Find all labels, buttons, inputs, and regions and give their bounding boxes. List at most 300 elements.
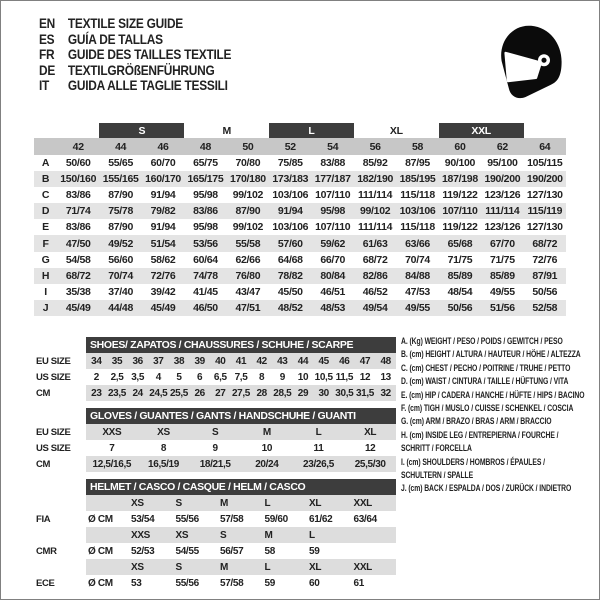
- table-cell: L: [293, 424, 345, 440]
- table-cell: 23/26,5: [293, 456, 345, 472]
- unit-cell: Ø CM: [88, 545, 113, 557]
- table-cell: 45/50: [277, 285, 303, 298]
- table-cell: 119/122: [442, 221, 478, 234]
- table-cell: 57/60: [269, 235, 311, 251]
- table-cell: 48: [375, 353, 396, 369]
- table-cell: 11: [313, 442, 324, 454]
- table-cell: 60: [309, 577, 320, 589]
- table-cell: M: [263, 527, 308, 543]
- size-header-cell: 58: [396, 138, 438, 155]
- table-cell: 107/110: [315, 189, 351, 202]
- corner-cell: [34, 123, 57, 138]
- table-cell: S: [174, 495, 219, 511]
- measurement-legend: [401, 335, 600, 496]
- table-cell: 75/78: [99, 203, 141, 219]
- row-label: E: [42, 221, 49, 234]
- table-cell: 13: [380, 371, 391, 383]
- table-cell: 37: [148, 353, 169, 369]
- table-cell: 83/86: [184, 203, 226, 219]
- table-cell: 4: [155, 371, 161, 383]
- language-code: IT: [39, 77, 50, 94]
- table-cell: 68/72: [524, 235, 566, 251]
- table-cell: 127/130: [526, 189, 563, 202]
- table-cell: 51/54: [142, 235, 184, 251]
- unit-cell: [86, 559, 129, 575]
- language-row: [39, 47, 231, 63]
- table-cell: 46/51: [320, 285, 346, 298]
- table-cell: 111/114: [358, 221, 393, 234]
- table-cell: 111/114: [358, 189, 393, 202]
- table-cell: 34: [86, 353, 107, 369]
- table-cell: 76/80: [227, 268, 269, 284]
- language-row: [39, 63, 231, 79]
- table-cell: 55/56: [175, 513, 199, 525]
- size-group-label: [524, 123, 566, 138]
- table-cell: 10: [261, 442, 273, 454]
- table-cell: 107/110: [439, 203, 481, 219]
- table-cell: 7: [109, 442, 115, 454]
- table-cell: 8: [160, 442, 167, 454]
- table-cell: 71/75: [447, 253, 473, 266]
- table-cell: 55/65: [108, 157, 133, 170]
- table-cell: 50/56: [439, 300, 481, 316]
- table-cell: 65/68: [439, 235, 481, 251]
- table-cell: 115/118: [400, 189, 435, 202]
- table-cell: 57/58: [220, 513, 244, 525]
- row-label: CM: [36, 387, 51, 399]
- language-title: GUÍA DE TALLAS: [67, 30, 163, 47]
- table-cell: 67/70: [481, 235, 523, 251]
- table-cell: 75/85: [277, 157, 303, 170]
- table-cell: 103/106: [272, 221, 309, 234]
- language-title-list: [39, 16, 231, 94]
- table-cell: 32: [375, 385, 396, 401]
- size-header-cell: 54: [312, 138, 354, 155]
- table-cell: 71/74: [57, 203, 99, 219]
- table-cell: 70/74: [405, 253, 430, 266]
- table-cell: 50/60: [65, 157, 91, 170]
- table-cell: 87/91: [524, 268, 566, 284]
- table-cell: 105/115: [527, 157, 563, 170]
- size-group-label: XL: [389, 124, 403, 137]
- table-cell: 6: [197, 371, 203, 383]
- table-cell: 177/187: [312, 171, 354, 187]
- helmet-size-table: [36, 479, 396, 591]
- table-cell: 60/64: [193, 253, 218, 266]
- table-cell: 60/70: [150, 157, 176, 170]
- row-label: CM: [36, 458, 51, 470]
- table-cell: 44: [293, 353, 314, 369]
- table-cell: 28: [251, 385, 272, 401]
- table-cell: [352, 527, 397, 543]
- language-title: GUIDA ALLE TAGLIE TESSILI: [67, 77, 228, 94]
- row-label: US SIZE: [36, 371, 71, 383]
- table-cell: XS: [129, 559, 174, 575]
- table-cell: 28,5: [272, 385, 293, 401]
- table-cell: 47: [355, 353, 376, 369]
- table-cell: 64/68: [277, 253, 303, 266]
- table-title: HELMET / CASCO / CASQUE / HELM / CASCO: [86, 479, 396, 495]
- table-cell: 12: [359, 371, 371, 383]
- table-cell: 7,5: [234, 371, 248, 383]
- table-cell: 8: [259, 371, 265, 383]
- row-label: EU SIZE: [36, 426, 71, 438]
- table-cell: 49/55: [489, 285, 515, 298]
- legend-line: G. (cm) ARM / BRAZO / BRAS / ARM / BRACCIO: [401, 416, 552, 427]
- table-cell: 190/200: [481, 171, 523, 187]
- table-cell: 187/198: [439, 171, 481, 187]
- table-cell: 68/72: [57, 268, 99, 284]
- table-cell: 54/55: [175, 545, 199, 557]
- table-cell: 42: [251, 353, 272, 369]
- table-cell: 20/24: [241, 456, 293, 472]
- table-cell: 23: [86, 385, 107, 401]
- table-cell: 87/90: [227, 203, 269, 219]
- table-cell: 50/56: [532, 285, 558, 298]
- size-header-cell: 42: [57, 138, 99, 155]
- table-cell: 54/58: [65, 253, 91, 266]
- table-cell: 46/52: [362, 285, 388, 298]
- table-cell: 41: [231, 353, 252, 369]
- table-cell: 56/60: [108, 253, 133, 266]
- table-cell: XXS: [86, 424, 138, 440]
- size-header-cell: 64: [524, 138, 566, 155]
- table-cell: 31,5: [355, 385, 376, 401]
- row-label: C: [41, 189, 50, 202]
- table-cell: 51/56: [481, 300, 523, 316]
- table-cell: L: [307, 527, 352, 543]
- table-cell: S: [174, 559, 219, 575]
- legend-line: SCHULTERN / SPALLE: [401, 470, 474, 481]
- table-cell: L: [263, 559, 308, 575]
- table-cell: 95/98: [193, 189, 218, 202]
- table-cell: 123/126: [484, 221, 521, 234]
- table-cell: 9: [279, 371, 285, 383]
- table-cell: 91/94: [269, 203, 311, 219]
- unit-cell: Ø CM: [88, 513, 113, 525]
- table-cell: [352, 543, 397, 559]
- language-code: ES: [39, 30, 55, 47]
- row-label: [36, 527, 86, 543]
- unit-cell: [86, 527, 129, 543]
- table-cell: 87/90: [108, 189, 133, 202]
- table-cell: 48/54: [447, 285, 473, 298]
- table-cell: 90/100: [444, 157, 476, 170]
- size-header-cell: 62: [481, 138, 523, 155]
- table-cell: M: [218, 495, 263, 511]
- table-cell: 24,5: [148, 385, 169, 401]
- table-cell: 39/42: [150, 285, 176, 298]
- table-cell: 39: [189, 353, 210, 369]
- row-label: I: [44, 285, 47, 298]
- table-cell: 123/126: [484, 189, 521, 202]
- table-cell: 70/80: [235, 157, 261, 170]
- table-cell: 59/60: [264, 513, 288, 525]
- language-row: [39, 78, 231, 94]
- table-cell: XL: [307, 495, 352, 511]
- table-cell: 12,5/16,5: [86, 456, 138, 472]
- language-code: FR: [39, 46, 55, 63]
- table-cell: 71/75: [489, 253, 515, 266]
- size-group-band: L: [269, 123, 354, 138]
- table-cell: M: [241, 424, 293, 440]
- table-cell: 63/66: [396, 235, 438, 251]
- table-cell: 16,5/19: [138, 456, 190, 472]
- legend-line: D. (cm) WAIST / CINTURA / TAILLE / HÜFTUNG / VITA: [401, 376, 569, 387]
- legend-line: A. (Kg) WEIGHT / PESO / POIDS / GEWITCH / PESO: [401, 336, 563, 346]
- table-cell: 82/86: [354, 268, 396, 284]
- table-cell: 57/58: [220, 577, 244, 589]
- table-cell: 74/78: [184, 268, 226, 284]
- table-cell: 55/56: [175, 577, 199, 589]
- table-cell: 36: [127, 353, 148, 369]
- table-cell: 9: [212, 442, 218, 454]
- row-label: D: [34, 203, 57, 219]
- language-code: EN: [39, 15, 56, 31]
- row-label: [36, 495, 86, 511]
- table-cell: M: [218, 559, 263, 575]
- row-label: F: [34, 235, 57, 251]
- table-cell: 43/47: [235, 285, 261, 298]
- table-cell: 115/119: [524, 203, 566, 219]
- table-cell: 49/54: [354, 300, 396, 316]
- row-label: CMR: [36, 545, 57, 557]
- row-label: B: [34, 171, 57, 187]
- table-cell: 41/45: [193, 285, 218, 298]
- table-cell: 49/55: [396, 300, 438, 316]
- table-cell: 127/130: [526, 221, 563, 234]
- table-cell: 38: [169, 353, 190, 369]
- table-cell: 79/82: [142, 203, 184, 219]
- table-title: SHOES/ ZAPATOS / CHAUSSURES / SCHUHE / SCARPE: [86, 337, 396, 353]
- table-cell: 53/56: [184, 235, 226, 251]
- table-cell: 61/62: [309, 513, 333, 525]
- table-cell: 46/50: [184, 300, 226, 316]
- size-group-band: XXL: [439, 123, 524, 138]
- table-cell: 173/183: [269, 171, 311, 187]
- table-cell: 40: [210, 353, 231, 369]
- table-cell: 80/84: [312, 268, 354, 284]
- table-cell: 78/82: [269, 268, 311, 284]
- table-cell: 44/48: [99, 300, 141, 316]
- table-cell: 95/98: [193, 221, 218, 234]
- table-cell: 53/54: [131, 513, 155, 525]
- table-cell: 95/100: [487, 157, 518, 170]
- table-cell: 182/190: [354, 171, 396, 187]
- table-cell: 6,5: [213, 371, 227, 383]
- size-header-cell: 56: [354, 138, 396, 155]
- table-cell: 91/94: [150, 189, 176, 202]
- table-cell: XXS: [129, 527, 174, 543]
- table-cell: 10: [297, 371, 309, 383]
- table-cell: 2: [93, 371, 99, 383]
- table-cell: 18/21,5: [189, 456, 241, 472]
- table-cell: 85/89: [439, 268, 481, 284]
- legend-line: SCHRITT / FORCELLA: [401, 443, 472, 454]
- table-cell: 47/51: [227, 300, 269, 316]
- table-cell: 61/63: [354, 235, 396, 251]
- table-cell: 63/64: [353, 513, 377, 525]
- language-title: TEXTILGRÖßENFÜHRUNG: [67, 61, 215, 78]
- table-cell: XL: [307, 559, 352, 575]
- size-row-corner: [34, 138, 57, 155]
- table-cell: 83/88: [320, 157, 346, 170]
- table-cell: XL: [344, 424, 396, 440]
- legend-line: B. (cm) HEIGHT / ALTURA / HAUTEUR / HÖHE / ALTEZZA: [401, 349, 581, 360]
- language-row: [39, 32, 231, 48]
- table-cell: 5: [176, 371, 182, 383]
- table-cell: 47/50: [57, 235, 99, 251]
- table-cell: L: [263, 495, 308, 511]
- helmet-icon: [488, 16, 568, 106]
- row-label: EU SIZE: [36, 355, 71, 367]
- table-cell: 111/114: [481, 203, 523, 219]
- table-cell: 58: [264, 545, 275, 557]
- table-cell: 99/102: [354, 203, 396, 219]
- size-header-cell: 48: [184, 138, 226, 155]
- table-cell: 185/195: [396, 171, 438, 187]
- table-cell: S: [218, 527, 263, 543]
- language-row: [39, 16, 231, 32]
- table-cell: 48/53: [312, 300, 354, 316]
- table-cell: 83/86: [65, 221, 91, 234]
- size-group-label: [57, 123, 99, 138]
- table-cell: 84/88: [396, 268, 438, 284]
- table-cell: 30,5: [334, 385, 355, 401]
- table-cell: 72/76: [142, 268, 184, 284]
- table-cell: XXL: [352, 559, 397, 575]
- row-label: J: [34, 300, 57, 316]
- size-group-label: M: [222, 124, 231, 137]
- table-cell: 27,5: [231, 385, 252, 401]
- table-cell: 35: [107, 353, 128, 369]
- row-label: [36, 559, 86, 575]
- table-cell: 23,5: [107, 385, 128, 401]
- language-code: DE: [39, 61, 56, 78]
- table-cell: 11,5: [335, 371, 354, 383]
- table-cell: 85/89: [481, 268, 523, 284]
- table-cell: 150/160: [57, 171, 99, 187]
- table-cell: 49/52: [99, 235, 141, 251]
- table-cell: S: [189, 424, 241, 440]
- table-cell: 52/58: [524, 300, 566, 316]
- size-header-cell: 44: [99, 138, 141, 155]
- table-cell: 12: [364, 442, 376, 454]
- table-cell: 170/180: [227, 171, 269, 187]
- table-cell: 25,5/30: [344, 456, 396, 472]
- table-cell: 47/53: [405, 285, 430, 298]
- table-cell: 61: [353, 577, 364, 589]
- unit-cell: Ø CM: [88, 577, 113, 589]
- size-header-cell: 52: [269, 138, 311, 155]
- table-cell: 58/62: [150, 253, 176, 266]
- table-cell: 165/175: [184, 171, 226, 187]
- language-title: TEXTILE SIZE GUIDE: [67, 15, 183, 31]
- table-cell: 52/53: [131, 545, 155, 557]
- table-cell: 160/170: [142, 171, 184, 187]
- legend-line: C. (cm) CHEST / PECHO / POITRINE / TRUHE / PETTO: [401, 362, 571, 373]
- table-cell: 103/106: [396, 203, 438, 219]
- table-cell: 53: [131, 577, 142, 589]
- row-label: H: [34, 268, 57, 284]
- legend-line: I. (cm) SHOULDERS / HOMBROS / ÉPAULES /: [401, 456, 545, 467]
- table-cell: 48/52: [269, 300, 311, 316]
- table-cell: 155/165: [99, 171, 141, 187]
- table-cell: 85/92: [362, 157, 388, 170]
- table-cell: 119/122: [442, 189, 478, 202]
- row-label: ECE: [36, 577, 55, 589]
- table-cell: 87/90: [108, 221, 133, 234]
- size-header-cell: 46: [142, 138, 184, 155]
- table-cell: 30: [313, 385, 334, 401]
- table-cell: 59: [309, 545, 320, 557]
- table-cell: 29: [293, 385, 314, 401]
- table-cell: 56/57: [220, 545, 244, 557]
- unit-cell: [86, 495, 129, 511]
- table-cell: XS: [174, 527, 219, 543]
- table-cell: 35/38: [65, 285, 91, 298]
- table-title: GLOVES / GUANTES / GANTS / HANDSCHUHE / GUANTI: [86, 408, 396, 424]
- table-cell: 45/49: [142, 300, 184, 316]
- table-cell: 83/86: [65, 189, 91, 202]
- table-cell: 45: [313, 353, 334, 369]
- size-header-cell: 50: [227, 138, 269, 155]
- table-cell: 87/95: [405, 157, 430, 170]
- table-cell: 37/40: [108, 285, 133, 298]
- table-cell: XXL: [352, 495, 397, 511]
- size-group-band: S: [99, 123, 184, 138]
- table-cell: 45/49: [57, 300, 99, 316]
- table-cell: 59/62: [312, 235, 354, 251]
- table-cell: 24: [127, 385, 148, 401]
- row-label: FIA: [36, 513, 51, 525]
- table-cell: 70/74: [99, 268, 141, 284]
- table-cell: 43: [272, 353, 293, 369]
- table-cell: 99/102: [232, 189, 264, 202]
- gloves-size-table: [36, 408, 396, 472]
- row-label: US SIZE: [36, 442, 71, 454]
- table-cell: 66/70: [320, 253, 346, 266]
- table-cell: 25,5: [169, 385, 190, 401]
- row-label: A: [41, 157, 50, 170]
- table-cell: 107/110: [315, 221, 351, 234]
- table-cell: 55/58: [227, 235, 269, 251]
- table-cell: 46: [334, 353, 355, 369]
- row-label: G: [41, 253, 50, 266]
- shoes-size-table: [36, 337, 396, 401]
- table-cell: 26: [189, 385, 210, 401]
- table-cell: 68/72: [362, 253, 388, 266]
- table-cell: XS: [138, 424, 190, 440]
- table-cell: 59: [264, 577, 275, 589]
- table-cell: 115/118: [400, 221, 435, 234]
- table-cell: XS: [129, 495, 174, 511]
- textile-size-table: [34, 123, 566, 316]
- table-cell: 27: [210, 385, 231, 401]
- legend-line: E. (cm) HIP / CADERA / HANCHE / HÜFTE / HIPS / BACINO: [401, 389, 585, 400]
- legend-line: H. (cm) INSIDE LEG / ENTREPIERNA / FOURCHE /: [401, 429, 559, 440]
- table-cell: 3,5: [131, 371, 145, 383]
- table-cell: 95/98: [312, 203, 354, 219]
- table-cell: 72/76: [532, 253, 558, 266]
- table-cell: 190/200: [524, 171, 566, 187]
- table-cell: 103/106: [272, 189, 309, 202]
- legend-line: J. (cm) BACK / ESPALDA / DOS / ZURÜCK / INDIETRO: [401, 483, 572, 494]
- language-title: GUIDE DES TAILLES TEXTILE: [67, 46, 232, 63]
- legend-line: F. (cm) TIGH / MUSLO / CUISSE / SCHENKEL / COSCIA: [401, 403, 574, 414]
- table-cell: 2,5: [110, 371, 124, 383]
- table-cell: 65/75: [193, 157, 218, 170]
